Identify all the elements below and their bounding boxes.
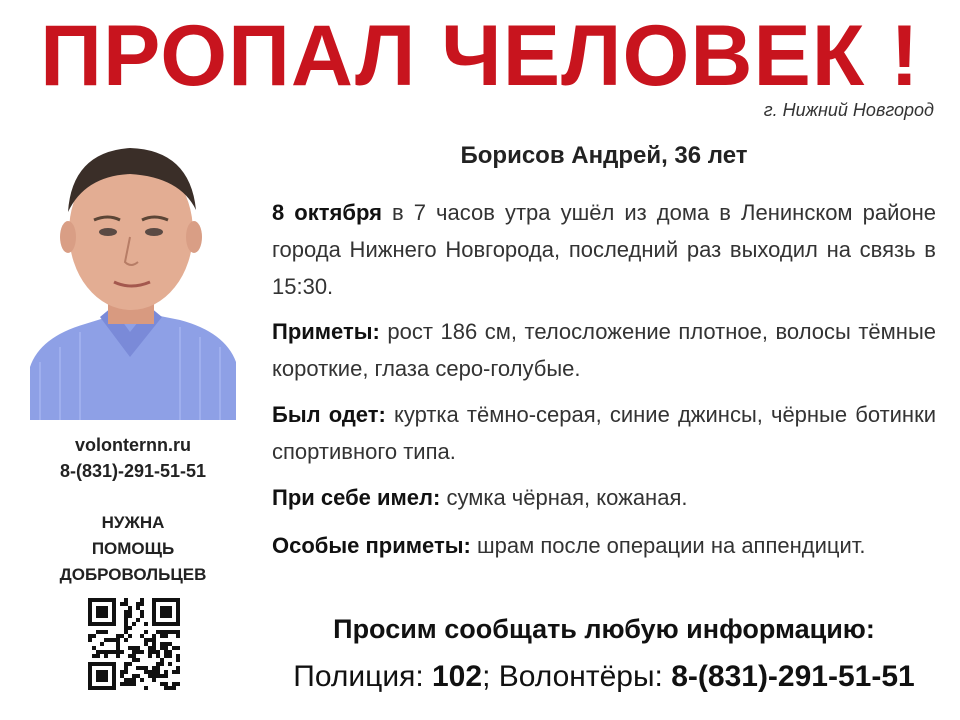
volunteers-needed <box>30 510 236 588</box>
police-number[interactable]: 102 <box>432 660 483 693</box>
appearance-text: рост 186 см, телосложение плотное, волосы тёмные короткие, глаза серо-голубые. <box>272 319 936 381</box>
belongings-label: При себе имел: <box>272 485 441 510</box>
portrait-illustration <box>30 132 236 420</box>
appearance-info <box>272 313 936 387</box>
clothing-text: куртка тёмно-серая, синие джинсы, чёрные ботинки спортивного типа. <box>272 402 936 464</box>
police-label: Полиция: <box>293 660 432 693</box>
help-line-1: НУЖНА <box>101 513 165 532</box>
volunteers-label: Волонтёры: <box>498 660 672 693</box>
volunteers-number[interactable]: 8-(831)-291-51-51 <box>671 660 915 693</box>
volunteer-site[interactable]: volonternn.ru <box>75 435 191 455</box>
headline: ПРОПАЛ ЧЕЛОВЕК ! <box>40 8 920 104</box>
special-marks-info <box>272 527 936 564</box>
appearance-label: Приметы: <box>272 319 380 344</box>
qr-code-graphic <box>88 598 180 690</box>
contact-phones <box>272 660 936 694</box>
qr-code-icon[interactable] <box>88 598 180 690</box>
city-label: г. Нижний Новгород <box>763 100 934 120</box>
belongings-info <box>272 479 936 516</box>
separator: ; <box>482 660 499 693</box>
disappearance-info <box>272 194 936 305</box>
volunteer-contacts <box>30 432 236 484</box>
clothing-info <box>272 396 936 470</box>
belongings-text: сумка чёрная, кожаная. <box>440 485 688 510</box>
help-line-3: ДОБРОВОЛЬЦЕВ <box>59 565 207 584</box>
date-label: 8 октября <box>272 200 382 225</box>
missing-person-photo <box>30 132 236 420</box>
info-request: Просим сообщать любую информацию: <box>333 614 875 644</box>
special-marks-text: шрам после операции на аппендицит. <box>470 533 866 558</box>
special-marks-label: Особые приметы: <box>272 533 471 558</box>
help-line-2: ПОМОЩЬ <box>91 539 175 558</box>
volunteer-phone: 8-(831)-291-51-51 <box>59 461 207 481</box>
clothing-label: Был одет: <box>272 402 386 427</box>
person-name: Борисов Андрей, 36 лет <box>460 142 748 169</box>
disappearance-text: в 7 часов утра ушёл из дома в Ленинском районе города Нижнего Новгорода, последний раз выходил на связь в 15:30. <box>272 200 936 299</box>
